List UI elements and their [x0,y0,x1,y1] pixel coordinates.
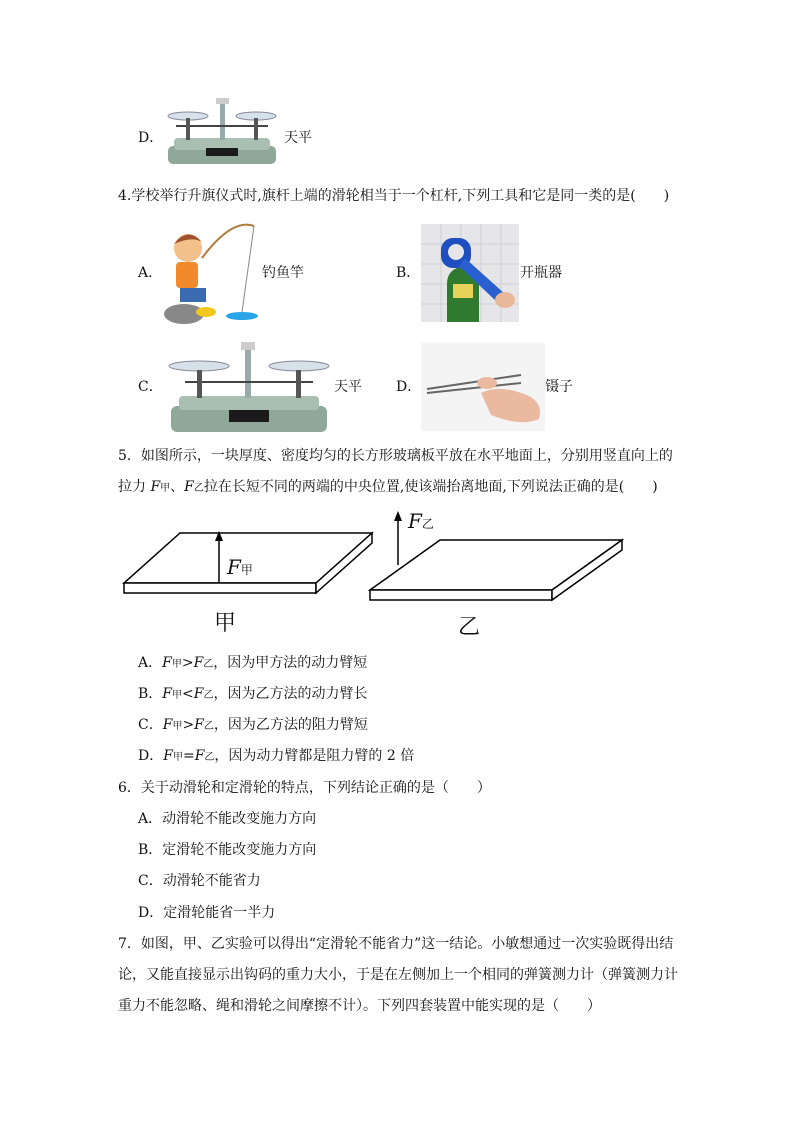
q5-option-c: C．F甲>F乙，因为乙方法的阻力臂短 [138,717,368,733]
q7-line3: 重力不能忽略、绳和滑轮之间摩擦不计）。下列四套装置中能实现的是（ ） [118,998,601,1014]
glass-plate-figure [118,505,638,645]
q4-option-a-label: 钓鱼竿 [262,265,304,281]
q6-option-c: C．动滑轮不能省力 [138,873,261,889]
fishing-boy-image [162,218,262,328]
q4-option-c-label: 天平 [334,379,362,395]
q4-option-d-letter: D． [396,379,422,395]
figure-label-yi: 乙 [458,615,481,640]
q4-option-b-label: 开瓶器 [520,265,562,281]
q6-option-b: B．定滑轮不能改变施力方向 [138,842,317,858]
q5-option-a: A．F甲>F乙，因为甲方法的动力臂短 [138,655,368,671]
q4-option-b-letter: B． [396,265,421,281]
q4-option-a-letter: A． [138,265,163,281]
q6-option-a: A．动滑轮不能改变施力方向 [138,811,317,827]
q7-line2: 论，又能直接显示出钩码的重力大小，于是在左侧加上一个相同的弹簧测力计（弹簧测力计 [118,967,678,983]
q5-stem-line1: 5．如图所示，一块厚度、密度均匀的长方形玻璃板平放在水平地面上，分别用竖直向上的 [118,448,673,464]
q5-stem-line2: 拉力 F甲、F乙拉在长短不同的两端的中央位置,使该端抬离地面,下列说法正确的是( ) [118,479,658,495]
q3-option-d-label: 天平 [284,130,312,146]
q4-stem: 4.学校举行升旗仪式时,旗杆上端的滑轮相当于一个杠杆,下列工具和它是同一类的是( ) [118,188,670,204]
balance-image [162,96,282,168]
q4-option-c-letter: C． [138,379,163,395]
q5-option-b: B．F甲<F乙，因为乙方法的动力臂长 [138,686,368,702]
tweezers-image [421,343,545,431]
balance-image [165,340,333,436]
q3-option-d-letter: D． [138,130,164,146]
q4-option-d-label: 镊子 [545,379,573,395]
q5-option-d: D．F甲=F乙，因为动力臂都是阻力臂的 2 倍 [138,748,415,764]
force-label-jia: F甲 [227,555,253,579]
q6-option-d: D．定滑轮能省一半力 [138,905,276,921]
force-label-yi: F乙 [408,509,434,533]
figure-label-jia: 甲 [214,611,237,636]
q7-line1: 7．如图，甲、乙实验可以得出“定滑轮不能省力”这一结论。小敏想通过一次实验既得出结 [118,936,674,952]
q6-stem: 6．关于动滑轮和定滑轮的特点，下列结论正确的是（ ） [118,780,491,796]
bottle-opener-image [421,224,519,322]
